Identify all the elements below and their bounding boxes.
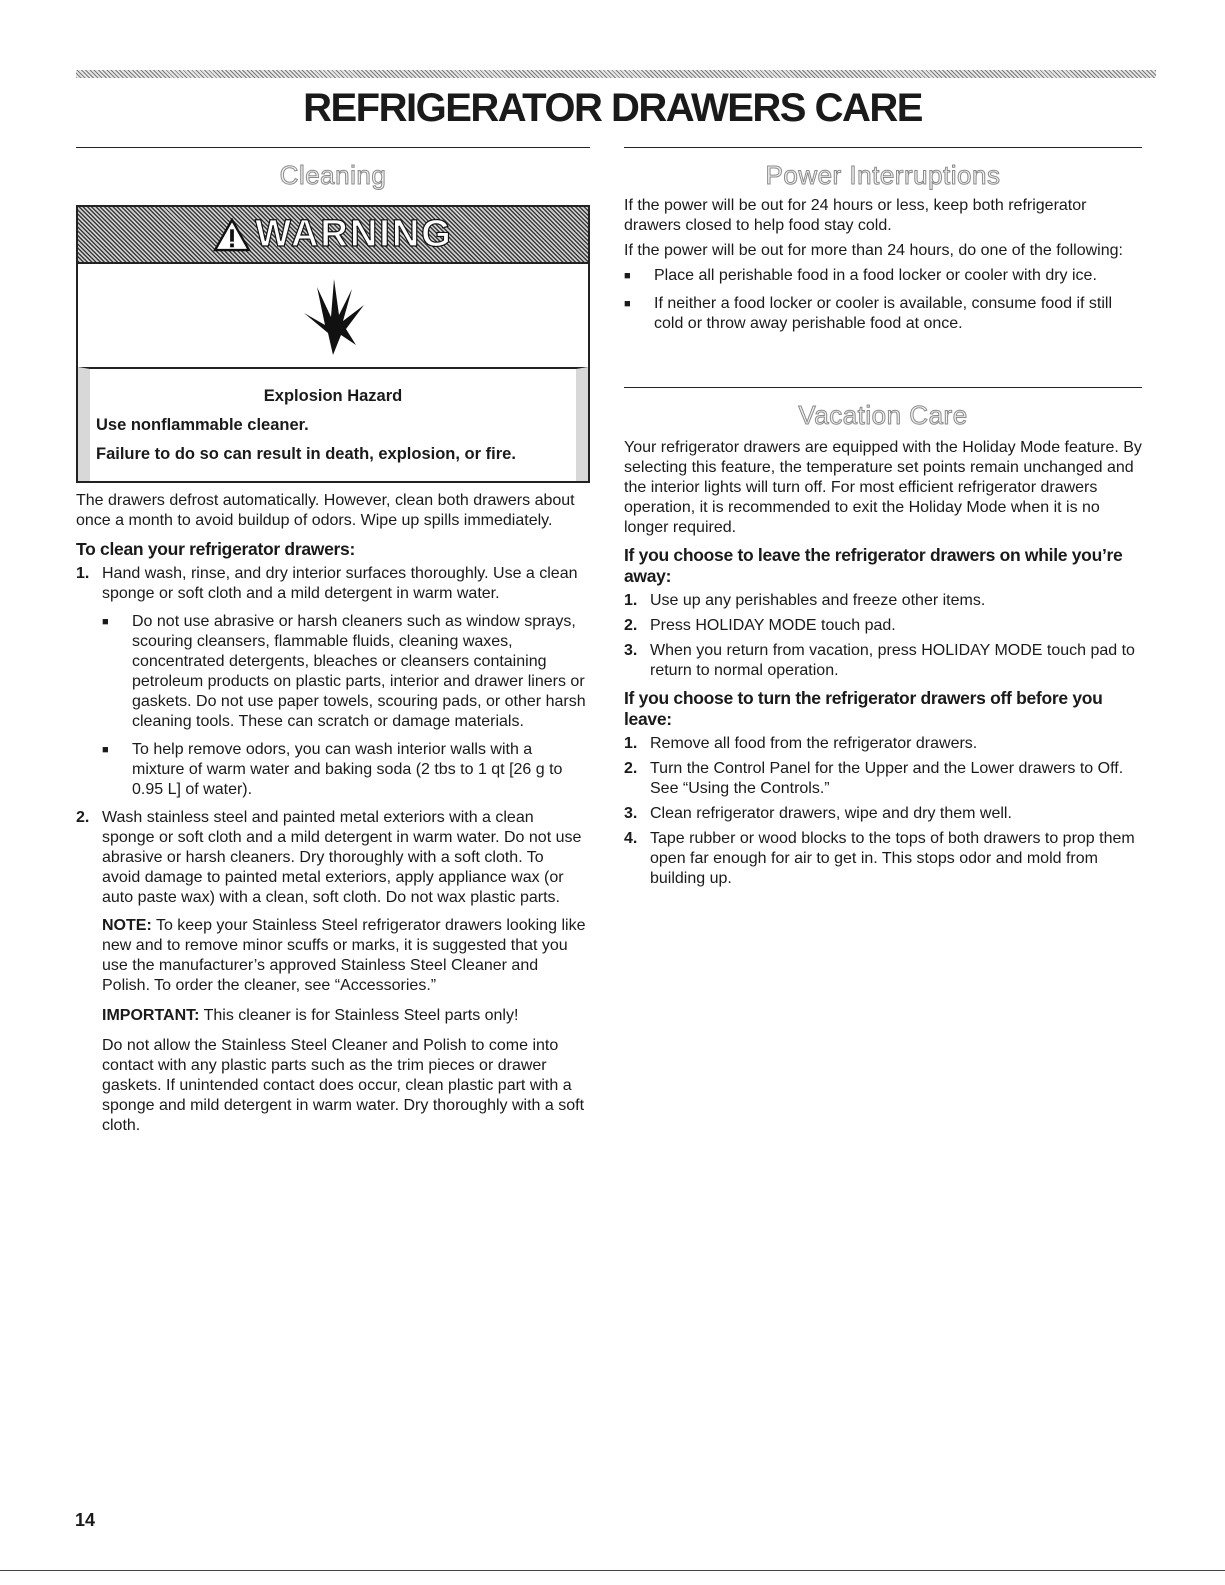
bullet-square-icon: ■: [624, 270, 631, 282]
cleaning-intro: The drawers defrost automatically. However, clean both drawers about once a month to avoid buildup of odors. Wipe up spills immediately.: [76, 492, 575, 529]
power-p1: If the power will be out for 24 hours or less, keep both refrigerator drawers closed to help food stay cold.: [624, 197, 1087, 234]
power-rule: [624, 147, 1142, 148]
warning-hazard: Explosion Hazard: [263, 387, 403, 405]
bullet-text: To help remove odors, you can wash interior walls with a mixture of warm water and baking soda (2 tbs to 1 qt [26 g to 0.95 L] of water).: [132, 741, 563, 798]
vacation-on-step-2: [624, 616, 1142, 636]
warning-header: [78, 207, 588, 264]
vacation-off-step-2: [624, 759, 1142, 799]
bullet-text: Place all perishable food in a food locker or cooler with dry ice.: [654, 267, 1097, 284]
important-label: IMPORTANT:: [102, 1007, 200, 1024]
step-number: 4.: [624, 830, 638, 847]
power-bullet-1: [624, 266, 1142, 286]
cleaning-bullet-1: [102, 612, 586, 732]
step-text: Remove all food from the refrigerator drawers.: [650, 735, 978, 752]
warning-text-panel: [78, 367, 588, 481]
vacation-off-step-1: [624, 734, 1142, 754]
step-number: 2.: [624, 760, 638, 777]
vacation-rule: [624, 387, 1142, 388]
power-p2: If the power will be out for more than 24 hours, do one of the following:: [624, 242, 1123, 259]
warning-label: WARNING: [255, 213, 453, 255]
cleaning-bullet-2: [102, 740, 586, 800]
step-text: Hand wash, rinse, and dry interior surfaces thoroughly. Use a clean sponge or soft cloth and a mild detergent in warm water.: [102, 565, 578, 602]
bullet-square-icon: ■: [102, 616, 109, 628]
step-number: 3.: [624, 642, 638, 659]
final-paragraph: Do not allow the Stainless Steel Cleaner and Polish to come into contact with any plastic parts such as the trim pieces or drawer gaskets. If unintended contact does occur, clean plastic part with a sponge and mild detergent in warm water. Dry thoroughly with a soft cloth.: [102, 1037, 585, 1134]
top-decorative-band: [76, 70, 1156, 78]
vacation-off-step-4: [624, 829, 1142, 889]
explosion-icon: [298, 275, 368, 357]
step-text: Press HOLIDAY MODE touch pad.: [650, 617, 896, 634]
step-text: Tape rubber or wood blocks to the tops of both drawers to prop them open far enough for air to get in. This stops odor and mold from building up.: [650, 830, 1135, 887]
vacation-intro: Your refrigerator drawers are equipped with the Holiday Mode feature. By selecting this feature, the temperature set points remain unchanged and the interior lights will turn off. For most efficient refrigerator drawers operation, it is recommended to exit the Holiday Mode when it is no longer required.: [624, 439, 1142, 536]
power-content: [624, 196, 1142, 334]
warning-line-2: Failure to do so can result in death, explosion, or fire.: [96, 445, 516, 463]
cleaning-rule: [76, 147, 590, 148]
note-label: NOTE:: [102, 917, 152, 934]
note-paragraph: [102, 916, 586, 996]
step-number: 3.: [624, 805, 638, 822]
cleaning-step-1: [76, 564, 586, 800]
vacation-section-title: Vacation Care: [798, 400, 968, 430]
bottom-rule: [0, 1570, 1225, 1571]
warning-triangle-icon: [213, 218, 251, 252]
step-number: 1.: [624, 735, 638, 752]
bullet-square-icon: ■: [624, 298, 631, 310]
cleaning-content: [76, 491, 586, 1136]
vacation-off-step-3: [624, 804, 1142, 824]
step-number: 2.: [624, 617, 638, 634]
bullet-square-icon: ■: [102, 744, 109, 756]
step-text: Wash stainless steel and painted metal exteriors with a clean sponge or soft cloth and a mild detergent in warm water. Do not use abrasive or harsh cleaners. Dry thoroughly with a soft cloth. To avoid damage to painted metal exteriors, apply appliance wax (or auto paste wax) with a clean, soft cloth. Do not wax plastic parts.: [102, 809, 582, 906]
page-number: 14: [75, 1510, 96, 1530]
warning-pictogram-area: [78, 264, 588, 367]
note-text: To keep your Stainless Steel refrigerator drawers looking like new and to remove minor scuffs or marks, it is suggested that you use the manufacturer’s approved Stainless Steel Cleaner and Polish. To order the cleaner, see “Accessories.”: [102, 917, 586, 994]
power-section-title: Power Interruptions: [765, 160, 1001, 190]
vacation-on-step-1: [624, 591, 1142, 611]
vacation-off-subhead: If you choose to turn the refrigerator drawers off before you leave:: [624, 688, 1103, 729]
page-title: REFRIGERATOR DRAWERS CARE: [303, 86, 922, 130]
step-text: Use up any perishables and freeze other items.: [650, 592, 986, 609]
cleaning-subhead: To clean your refrigerator drawers:: [76, 539, 355, 559]
bullet-text: Do not use abrasive or harsh cleaners such as window sprays, scouring cleansers, flammable fluids, cleaning waxes, concentrated detergents, bleaches or cleansers containing petroleum products on plastic parts, interior and drawer liners or gaskets. Do not use paper towels, scouring pads, or other harsh cleaning tools. These can scratch or damage materials.: [132, 613, 586, 730]
step-number: 1.: [624, 592, 638, 609]
important-text: This cleaner is for Stainless Steel parts only!: [199, 1007, 519, 1024]
step-text: Turn the Control Panel for the Upper and the Lower drawers to Off. See “Using the Controls.”: [650, 760, 1124, 797]
power-bullet-2: [624, 294, 1142, 334]
warning-box: [76, 205, 590, 483]
cleaning-section-title: Cleaning: [279, 160, 387, 190]
step-text: Clean refrigerator drawers, wipe and dry them well.: [650, 805, 1012, 822]
step-number: 1.: [76, 565, 90, 582]
vacation-content: [624, 438, 1142, 889]
vacation-on-subhead: If you choose to leave the refrigerator drawers on while you’re away:: [624, 545, 1123, 586]
step-number: 2.: [76, 809, 90, 826]
important-paragraph: [102, 1006, 586, 1026]
bullet-text: If neither a food locker or cooler is available, consume food if still cold or throw away perishable food at once.: [654, 295, 1113, 332]
vacation-on-step-3: [624, 641, 1142, 681]
cleaning-step-2: [76, 808, 586, 1136]
warning-line-1: Use nonflammable cleaner.: [96, 416, 309, 434]
step-text: When you return from vacation, press HOLIDAY MODE touch pad to return to normal operation.: [650, 642, 1135, 679]
